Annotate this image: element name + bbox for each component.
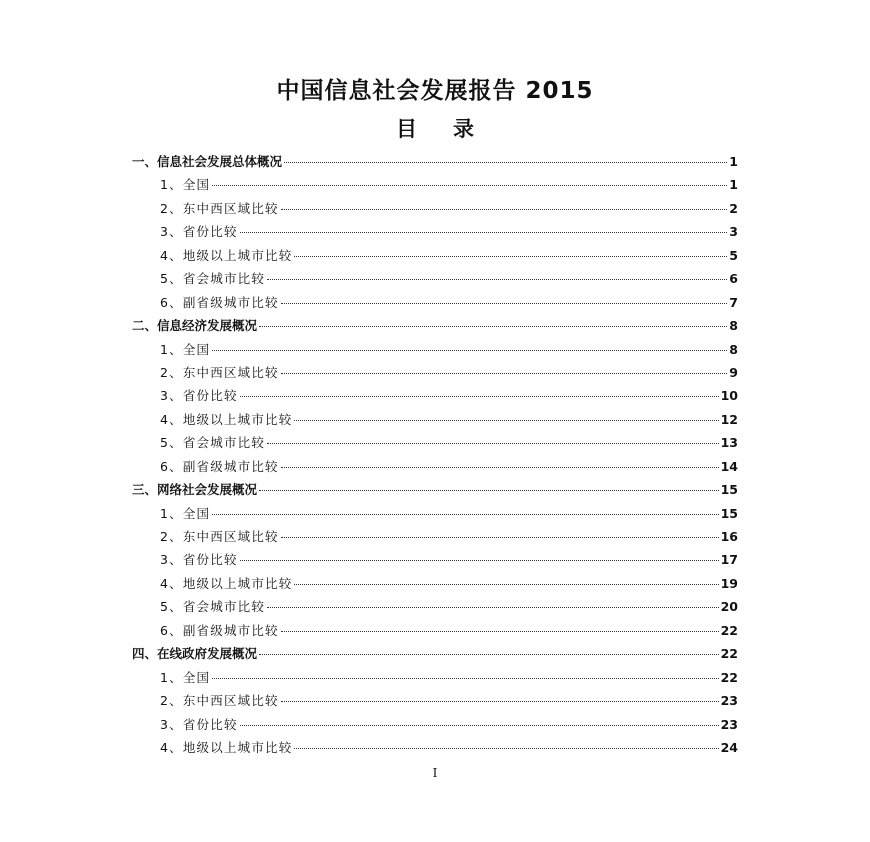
toc-section-entry[interactable] [132,220,738,243]
toc-heading-char-1: 目 [396,117,417,141]
toc-dot-leader [267,443,719,444]
toc-section-entry[interactable] [132,244,738,267]
toc-section-entry[interactable] [132,408,738,431]
toc-dot-leader [281,303,728,304]
toc-dot-leader [259,490,719,491]
toc-dot-leader [281,209,728,210]
toc-chapter-entry[interactable] [132,478,738,501]
toc-entry-label: 二、信息经济发展概况 [132,318,258,334]
toc-section-entry[interactable] [132,338,738,361]
toc-dot-leader [212,350,727,351]
toc-section-entry[interactable] [132,736,738,759]
toc-entry-page: 16 [720,529,738,544]
toc-entry-page: 12 [720,411,738,427]
toc-entry-label: 3、省份比较 [160,716,238,732]
toc-dot-leader [294,748,718,749]
toc-entry-label: 6、副省级城市比较 [160,458,279,474]
toc-section-entry[interactable] [132,619,738,642]
toc-section-entry[interactable] [132,173,738,196]
toc-entry-label: 6、副省级城市比较 [160,622,279,638]
toc-entry-page: 15 [720,505,738,521]
toc-section-entry[interactable] [132,713,738,736]
toc-entry-page: 24 [720,739,738,755]
toc-entry-label: 3、省份比较 [160,552,238,568]
toc-entry-label: 1、全国 [160,505,211,521]
toc-entry-label: 1、全国 [160,669,211,685]
toc-entry-page: 22 [720,669,738,685]
toc-entry-label: 5、省会城市比较 [160,435,266,451]
toc-entry-label: 3、省份比较 [160,224,238,240]
toc-entry-label: 4、地级以上城市比较 [160,575,293,591]
toc-entry-label: 2、东中西区域比较 [160,693,279,709]
toc-dot-leader [267,607,719,608]
toc-section-entry[interactable] [132,384,738,407]
toc-dot-leader [281,537,719,538]
toc-section-entry[interactable] [132,455,738,478]
toc-entry-label: 四、在线政府发展概况 [132,646,258,662]
toc-section-entry[interactable] [132,431,738,454]
toc-dot-leader [267,279,727,280]
toc-dot-leader [240,560,719,561]
toc-heading-char-2: 录 [453,117,474,141]
toc-dot-leader [212,514,718,515]
toc-entry-page: 1 [729,154,738,169]
toc-entry-page: 19 [720,575,738,591]
toc-entry-label: 2、东中西区域比较 [160,529,279,544]
toc-dot-leader [294,256,727,257]
page-number: I [432,766,438,780]
toc-entry-label: 1、全国 [160,177,211,193]
toc-section-entry[interactable] [132,689,738,712]
toc-entry-page: 10 [720,388,738,404]
toc-entry-page: 8 [729,318,738,334]
toc-entry-page: 8 [729,341,738,357]
toc-entry-page: 22 [720,646,738,662]
toc-dot-leader [284,162,727,163]
toc-entry-label: 3、省份比较 [160,388,238,404]
toc-entry-page: 15 [720,482,738,498]
toc-entry-label: 5、省会城市比较 [160,271,266,287]
toc-entry-label: 2、东中西区域比较 [160,364,279,380]
toc-section-entry[interactable] [132,666,738,689]
toc-entry-label: 4、地级以上城市比较 [160,739,293,755]
toc-entry-page: 6 [729,271,738,287]
toc-dot-leader [240,396,719,397]
toc-entry-page: 22 [720,622,738,638]
document-title: 中国信息社会发展报告 2015 [276,78,594,104]
toc-section-entry[interactable] [132,548,738,571]
toc-dot-leader [281,373,728,374]
toc-section-entry[interactable] [132,197,738,220]
toc-section-entry[interactable] [132,525,738,548]
toc-entry-page: 23 [720,716,738,732]
toc-dot-leader [294,420,718,421]
toc-chapter-entry[interactable] [132,314,738,337]
toc-entry-label: 4、地级以上城市比较 [160,411,293,427]
toc-dot-leader [259,326,727,327]
toc-section-entry[interactable] [132,291,738,314]
toc-entry-page: 14 [720,458,738,474]
toc-section-entry[interactable] [132,595,738,618]
toc-entry-label: 5、省会城市比较 [160,599,266,615]
table-of-contents [132,150,738,759]
toc-entry-label: 2、东中西区域比较 [160,200,279,216]
toc-dot-leader [240,232,728,233]
toc-entry-page: 2 [729,200,738,216]
toc-dot-leader [281,631,719,632]
toc-entry-page: 7 [729,294,738,310]
toc-entry-page: 23 [720,693,738,709]
toc-dot-leader [259,654,719,655]
toc-entry-label: 三、网络社会发展概况 [132,482,258,498]
toc-entry-page: 20 [720,599,738,615]
toc-entry-page: 17 [720,552,738,568]
toc-dot-leader [281,467,719,468]
toc-entry-label: 4、地级以上城市比较 [160,247,293,263]
toc-chapter-entry[interactable] [132,150,738,173]
toc-section-entry[interactable] [132,572,738,595]
toc-section-entry[interactable] [132,361,738,384]
toc-entry-label: 6、副省级城市比较 [160,294,279,310]
toc-dot-leader [212,678,718,679]
toc-entry-page: 9 [729,364,738,380]
toc-dot-leader [281,701,719,702]
toc-section-entry[interactable] [132,502,738,525]
toc-entry-page: 5 [729,247,738,263]
toc-dot-leader [212,185,727,186]
toc-dot-leader [240,725,719,726]
toc-section-entry[interactable] [132,267,738,290]
toc-heading [0,113,870,143]
toc-entry-page: 13 [720,435,738,451]
toc-entry-label: 1、全国 [160,341,211,357]
toc-entry-page: 3 [729,224,738,240]
toc-entry-label: 一、信息社会发展总体概况 [132,154,283,169]
toc-chapter-entry[interactable] [132,642,738,665]
toc-entry-page: 1 [729,177,738,193]
toc-dot-leader [294,584,718,585]
